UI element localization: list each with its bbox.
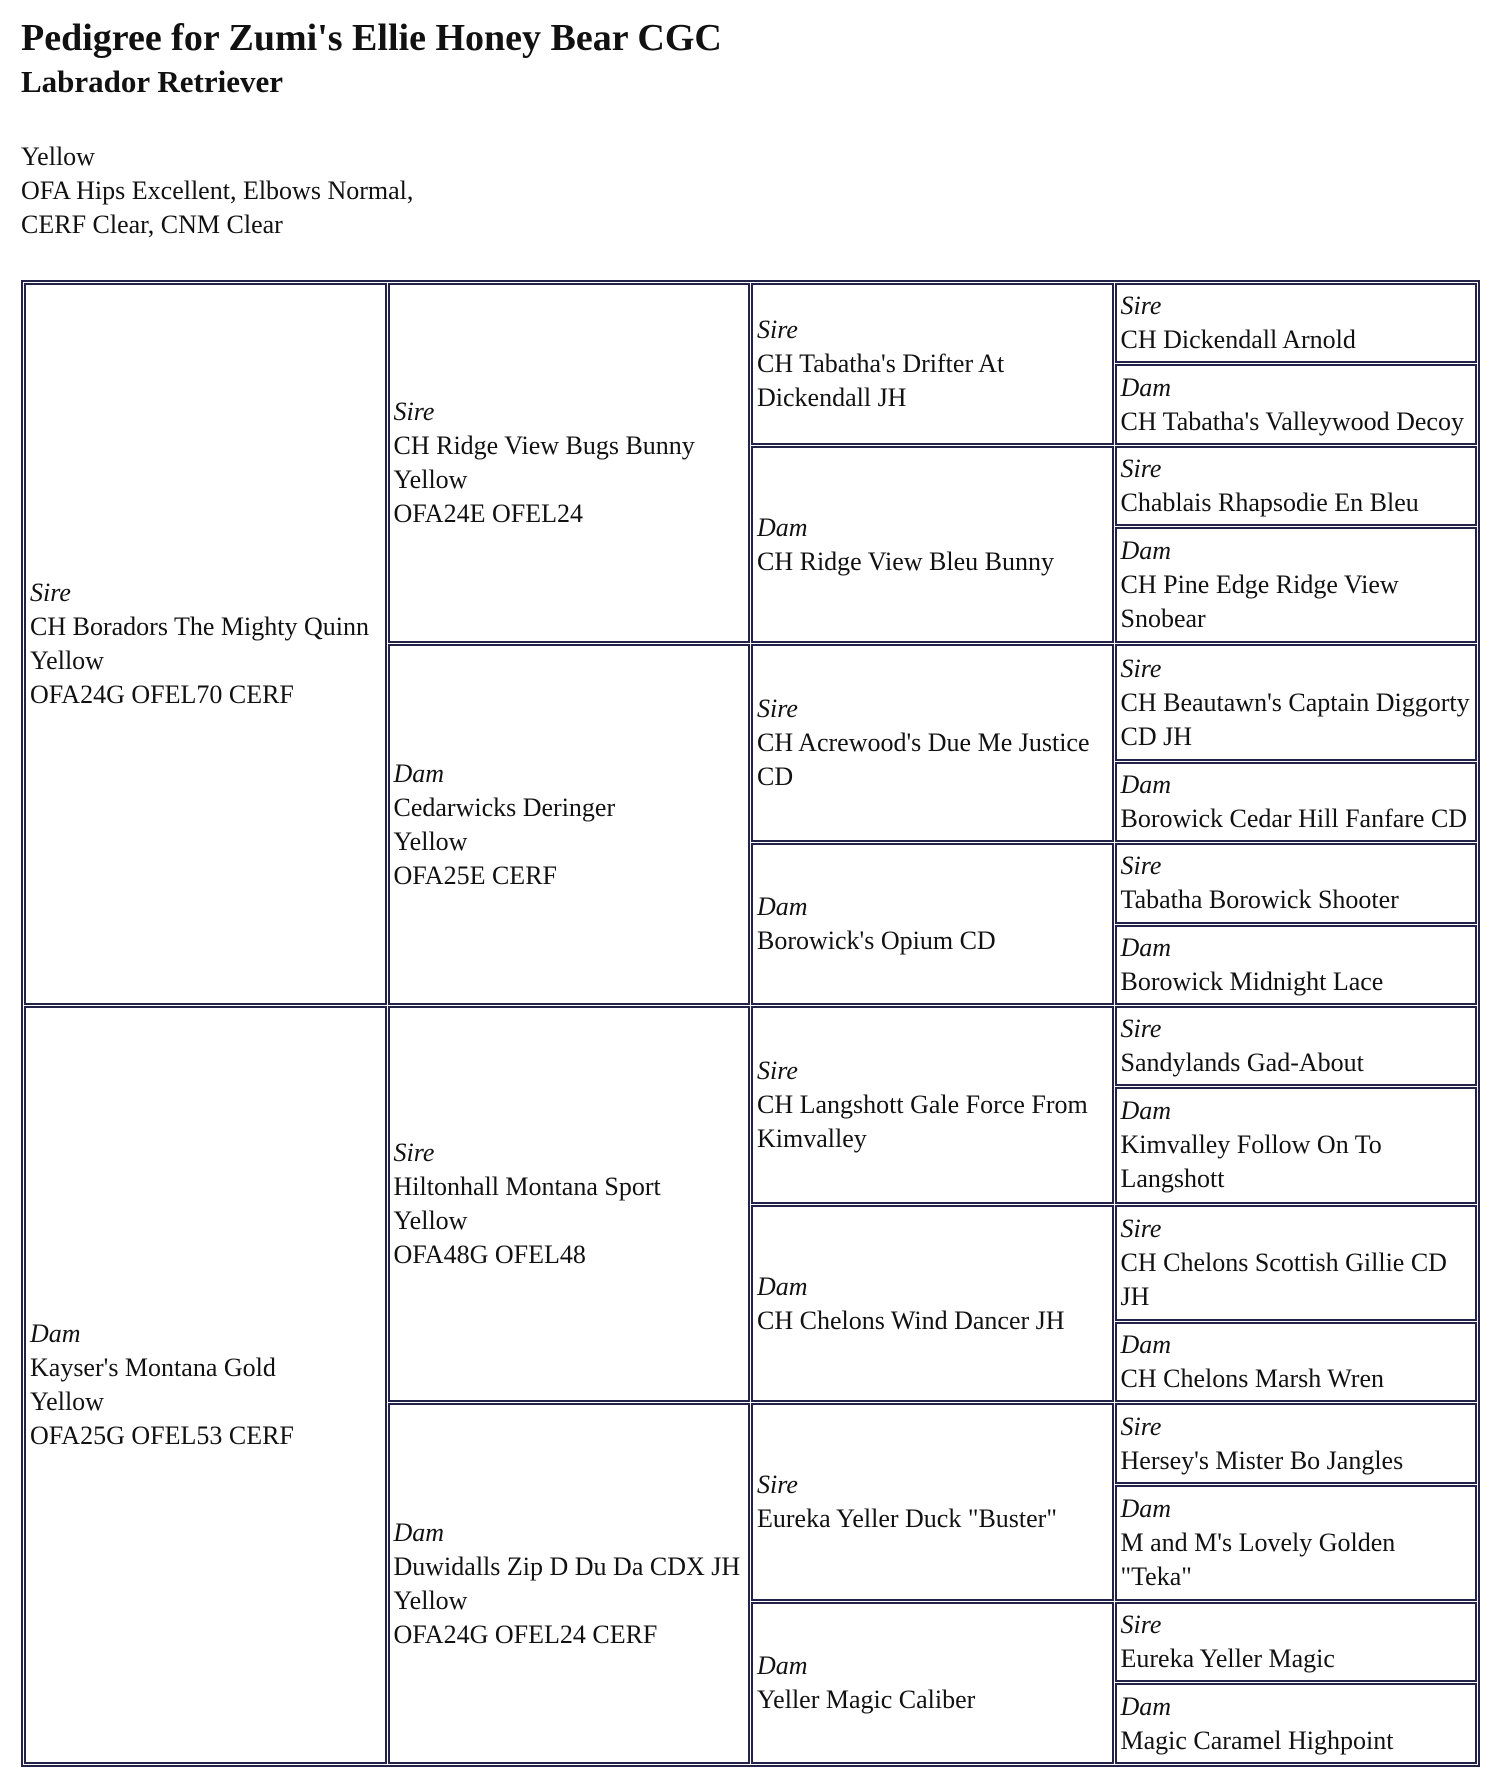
ancestor-g4-7 <box>1115 843 1478 923</box>
ancestor-g3-2 <box>751 446 1114 644</box>
ancestor-name: Hersey's Mister Bo Jangles <box>1120 1445 1404 1475</box>
relation-label: Dam <box>1120 770 1172 799</box>
ancestor-info: OFA24G OFEL70 CERF <box>30 679 294 709</box>
relation-label: Dam <box>1120 1493 1172 1523</box>
ancestor-g4-12 <box>1115 1322 1478 1402</box>
ancestor-name: CH Chelons Scottish Gillie CD JH <box>1120 1247 1447 1311</box>
ancestor-g3-1 <box>751 283 1114 445</box>
ancestor-name: CH Ridge View Bugs Bunny <box>393 431 695 461</box>
ancestor-g4-11 <box>1115 1205 1478 1321</box>
relation-label: Sire <box>1120 1213 1162 1243</box>
ancestor-name: Eureka Yeller Magic <box>1120 1644 1335 1674</box>
relation-label: Dam <box>757 1651 808 1681</box>
relation-label: Dam <box>1120 536 1172 566</box>
ancestor-name: Borowick's Opium CD <box>757 926 996 956</box>
ancestor-info: OFA24E OFEL24 <box>393 499 583 529</box>
ancestor-name: CH Chelons Wind Dancer JH <box>757 1305 1065 1335</box>
ancestor-name: Tabatha Borowick Shooter <box>1120 885 1399 915</box>
ancestor-name: CH Langshott Gale Force From Kimvalley <box>757 1089 1088 1153</box>
pedigree-row <box>24 1006 1477 1086</box>
ancestor-info: Yellow <box>393 1206 468 1236</box>
ancestor-g4-16 <box>1115 1683 1478 1764</box>
relation-label: Sire <box>1120 453 1162 483</box>
relation-label: Dam <box>1120 932 1172 962</box>
ancestor-name: CH Acrewood's Due Me Justice CD <box>757 728 1090 792</box>
relation-label: Dam <box>1120 1096 1172 1126</box>
ancestor-name: Chablais Rhapsodie En Bleu <box>1120 487 1419 517</box>
ancestor-g4-15 <box>1115 1602 1478 1682</box>
ancestor-g4-3 <box>1115 446 1478 526</box>
ancestor-g4-2 <box>1115 364 1478 444</box>
ancestor-info: Yellow <box>393 1585 468 1615</box>
relation-label: Dam <box>30 1318 81 1348</box>
ancestor-g2-4 <box>388 1403 751 1764</box>
ancestor-name: Hiltonhall Montana Sport <box>393 1172 661 1202</box>
breed-subtitle: Labrador Retriever <box>21 64 283 99</box>
pedigree-row <box>24 283 1477 363</box>
relation-label: Sire <box>1120 1610 1162 1640</box>
ancestor-g4-8 <box>1115 925 1478 1005</box>
ancestor-name: Borowick Cedar Hill Fanfare CD <box>1120 804 1468 833</box>
ancestor-g3-4 <box>751 843 1114 1005</box>
relation-label: Sire <box>757 314 798 344</box>
relation-label: Dam <box>393 758 445 788</box>
ancestor-g4-1 <box>1115 283 1478 363</box>
ancestor-name: CH Boradors The Mighty Quinn <box>30 611 369 641</box>
ancestor-g4-6 <box>1115 762 1478 842</box>
ancestor-g3-7 <box>751 1403 1114 1601</box>
ancestor-g4-9 <box>1115 1006 1478 1086</box>
relation-label: Dam <box>757 892 808 922</box>
ancestor-name: CH Pine Edge Ridge View Snobear <box>1120 570 1399 634</box>
ancestor-name: M and M's Lovely Golden "Teka" <box>1120 1527 1396 1591</box>
ancestor-name: CH Tabatha's Drifter At Dickendall JH <box>757 348 1005 412</box>
ancestor-g4-14 <box>1115 1485 1478 1601</box>
pedigree-table <box>21 280 1480 1767</box>
relation-label: Sire <box>1120 851 1162 881</box>
detail-health-1: OFA Hips Excellent, Elbows Normal, <box>21 176 414 205</box>
ancestor-name: Eureka Yeller Duck "Buster" <box>757 1504 1057 1534</box>
ancestor-g4-4 <box>1115 527 1478 643</box>
relation-label: Sire <box>1120 653 1162 683</box>
relation-label: Sire <box>30 577 71 607</box>
ancestor-name: Yeller Magic Caliber <box>757 1685 976 1715</box>
relation-label: Sire <box>1120 291 1162 321</box>
relation-label: Sire <box>1120 1411 1162 1441</box>
ancestor-name: Duwidalls Zip D Du Da CDX JH <box>393 1551 741 1581</box>
relation-label: Dam <box>1120 1330 1172 1360</box>
ancestor-name: CH Tabatha's Valleywood Decoy <box>1120 406 1464 436</box>
ancestor-g2-2 <box>388 644 751 1004</box>
detail-health-2: CERF Clear, CNM Clear <box>21 210 283 239</box>
relation-label: Sire <box>757 694 798 724</box>
ancestor-g3-8 <box>751 1602 1114 1764</box>
ancestor-info: Yellow <box>393 465 468 495</box>
ancestor-name: CH Dickendall Arnold <box>1120 325 1356 355</box>
ancestor-name: CH Chelons Marsh Wren <box>1120 1364 1385 1394</box>
ancestor-g3-3 <box>751 644 1114 842</box>
ancestor-g1-1 <box>24 283 387 1005</box>
relation-label: Sire <box>757 1470 798 1500</box>
relation-label: Dam <box>757 512 808 542</box>
ancestor-name: Magic Caramel Highpoint <box>1120 1725 1394 1755</box>
relation-label: Dam <box>757 1271 808 1301</box>
ancestor-name: Borowick Midnight Lace <box>1120 966 1384 996</box>
page-title: Pedigree for Zumi's Ellie Honey Bear CGC <box>21 17 722 59</box>
ancestor-g4-13 <box>1115 1403 1478 1483</box>
ancestor-info: OFA48G OFEL48 <box>393 1240 586 1270</box>
ancestor-g2-1 <box>388 283 751 643</box>
relation-label: Dam <box>393 1517 445 1547</box>
ancestor-info: OFA25G OFEL53 CERF <box>30 1420 294 1450</box>
ancestor-name: Kayser's Montana Gold <box>30 1352 276 1382</box>
ancestor-name: CH Ridge View Bleu Bunny <box>757 546 1054 576</box>
relation-label: Sire <box>757 1055 798 1085</box>
ancestor-name: Cedarwicks Deringer <box>393 792 616 822</box>
ancestor-name: Kimvalley Follow On To Langshott <box>1120 1130 1382 1194</box>
ancestor-name: CH Beautawn's Captain Diggorty CD JH <box>1120 687 1470 751</box>
dog-details <box>21 140 413 242</box>
ancestor-g1-2 <box>24 1006 387 1764</box>
relation-label: Dam <box>1120 1691 1172 1721</box>
ancestor-g4-10 <box>1115 1087 1478 1203</box>
relation-label: Sire <box>393 397 435 427</box>
relation-label: Dam <box>1120 372 1172 402</box>
ancestor-info: OFA25E CERF <box>393 860 557 890</box>
ancestor-info: Yellow <box>30 1386 104 1416</box>
ancestor-g2-3 <box>388 1006 751 1402</box>
ancestor-g3-6 <box>751 1205 1114 1403</box>
ancestor-g4-5 <box>1115 644 1478 760</box>
ancestor-info: OFA24G OFEL24 CERF <box>393 1619 658 1649</box>
relation-label: Sire <box>393 1138 435 1168</box>
ancestor-g3-5 <box>751 1006 1114 1204</box>
ancestor-info: Yellow <box>393 826 468 856</box>
ancestor-info: Yellow <box>30 645 104 675</box>
relation-label: Sire <box>1120 1014 1162 1044</box>
detail-color: Yellow <box>21 142 95 171</box>
ancestor-name: Sandylands Gad-About <box>1120 1048 1364 1078</box>
